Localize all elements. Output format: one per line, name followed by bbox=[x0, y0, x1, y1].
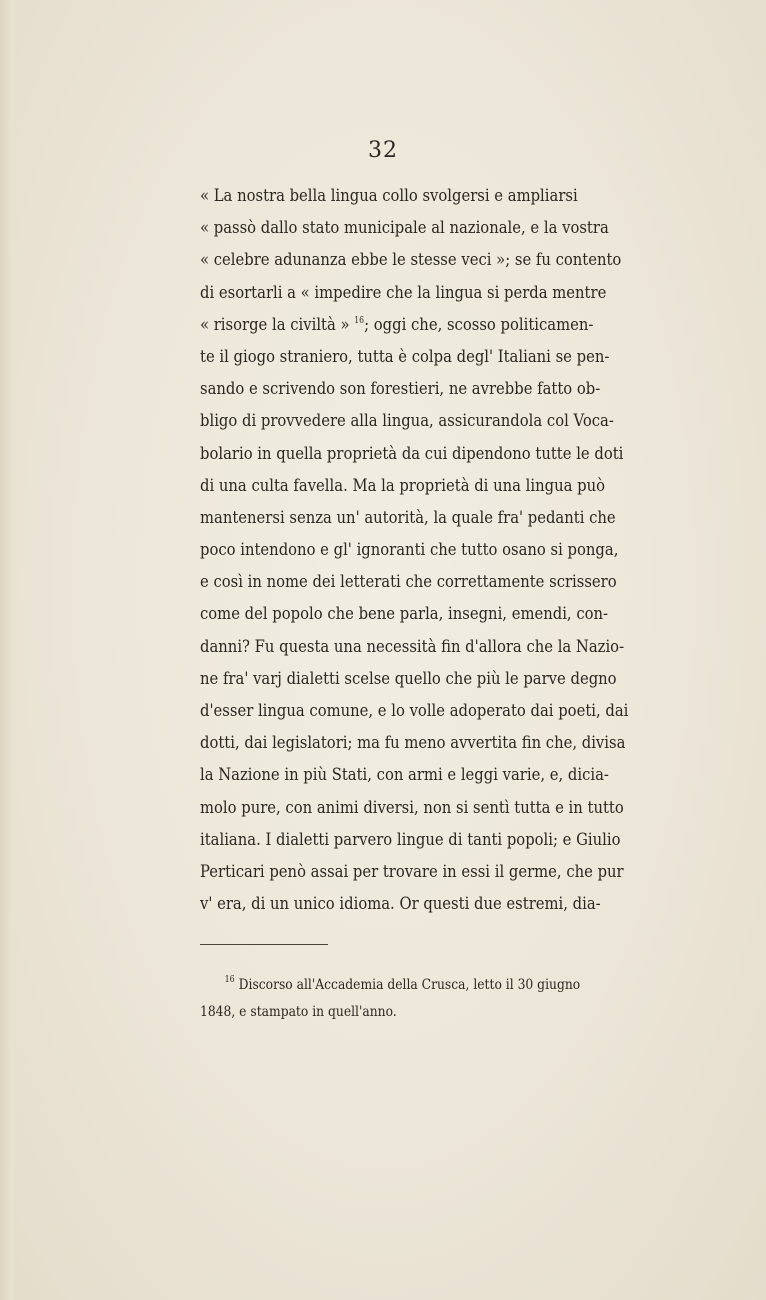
footnote-line bbox=[200, 999, 623, 1026]
text-line: Perticari penò assai per trovare in essi il germe, che pur bbox=[200, 861, 624, 882]
footnote-reference: 16 bbox=[354, 315, 365, 326]
text-line: v' era, di un unico idioma. Or questi due estremi, dia- bbox=[200, 894, 601, 915]
text-line: come del popolo che bene parla, insegni, emendi, con- bbox=[200, 604, 609, 625]
text-line: di una culta favella. Ma la proprietà di una lingua può bbox=[200, 475, 606, 496]
text-line: e così in nome dei letterati che correttamente scrissero bbox=[200, 572, 617, 593]
text-fragment: « risorge la civiltà » bbox=[200, 314, 350, 335]
footnote-text: 1848, e stampato in quell'anno. bbox=[200, 1004, 397, 1020]
text-line: italiana. I dialetti parvero lingue di tanti popoli; e Giulio bbox=[200, 829, 621, 850]
text-line: d'esser lingua comune, e lo volle adoperato dai poeti, dai bbox=[200, 701, 629, 721]
footnote-divider bbox=[200, 944, 328, 945]
text-line: « passò dallo stato municipale al nazionale, e la vostra bbox=[200, 218, 609, 239]
text-line: ne fra' varj dialetti scelse quello che più le parve degno bbox=[200, 668, 617, 689]
page-edge-shadow bbox=[0, 0, 16, 1300]
text-line: te il giogo straniero, tutta è colpa degl' Italiani se pen- bbox=[200, 346, 610, 367]
text-line: « celebre adunanza ebbe le stesse veci »; se fu contento bbox=[200, 250, 622, 271]
text-line-with-footnote-ref bbox=[200, 309, 681, 341]
text-line: poco intendono e gl' ignoranti che tutto osano si ponga, bbox=[200, 540, 619, 561]
text-line: la Nazione in più Stati, con armi e leggi varie, e, dicia- bbox=[200, 765, 609, 786]
text-line: « La nostra bella lingua collo svolgersi e ampliarsi bbox=[200, 186, 578, 206]
text-line: di esortarli a « impedire che la lingua si perda mentre bbox=[200, 282, 607, 303]
footnote bbox=[200, 972, 681, 1026]
text-line: bolario in quella proprietà da cui dipendono tutte le doti bbox=[200, 443, 624, 464]
text-line: molo pure, con animi diversi, non si sentì tutta e in tutto bbox=[200, 797, 624, 818]
page-number: 32 bbox=[368, 138, 398, 163]
text-line: danni? Fu questa una necessità fin d'allora che la Nazio- bbox=[200, 636, 625, 657]
text-line: sando e scrivendo son forestieri, ne avrebbe fatto ob- bbox=[200, 379, 601, 400]
text-line: dotti, dai legislatori; ma fu meno avvertita fin che, divisa bbox=[200, 733, 626, 754]
footnote-text: Discorso all'Accademia della Crusca, letto il 30 giugno bbox=[238, 977, 581, 993]
body-text bbox=[200, 180, 681, 920]
footnote-marker: 16 bbox=[224, 975, 235, 985]
text-line: mantenersi senza un' autorità, la quale fra' pedanti che bbox=[200, 507, 616, 528]
footnote-line bbox=[200, 972, 623, 999]
text-line: bligo di provvedere alla lingua, assicurandola col Voca- bbox=[200, 411, 614, 432]
text-fragment: ; oggi che, scosso politicamen- bbox=[364, 314, 594, 335]
